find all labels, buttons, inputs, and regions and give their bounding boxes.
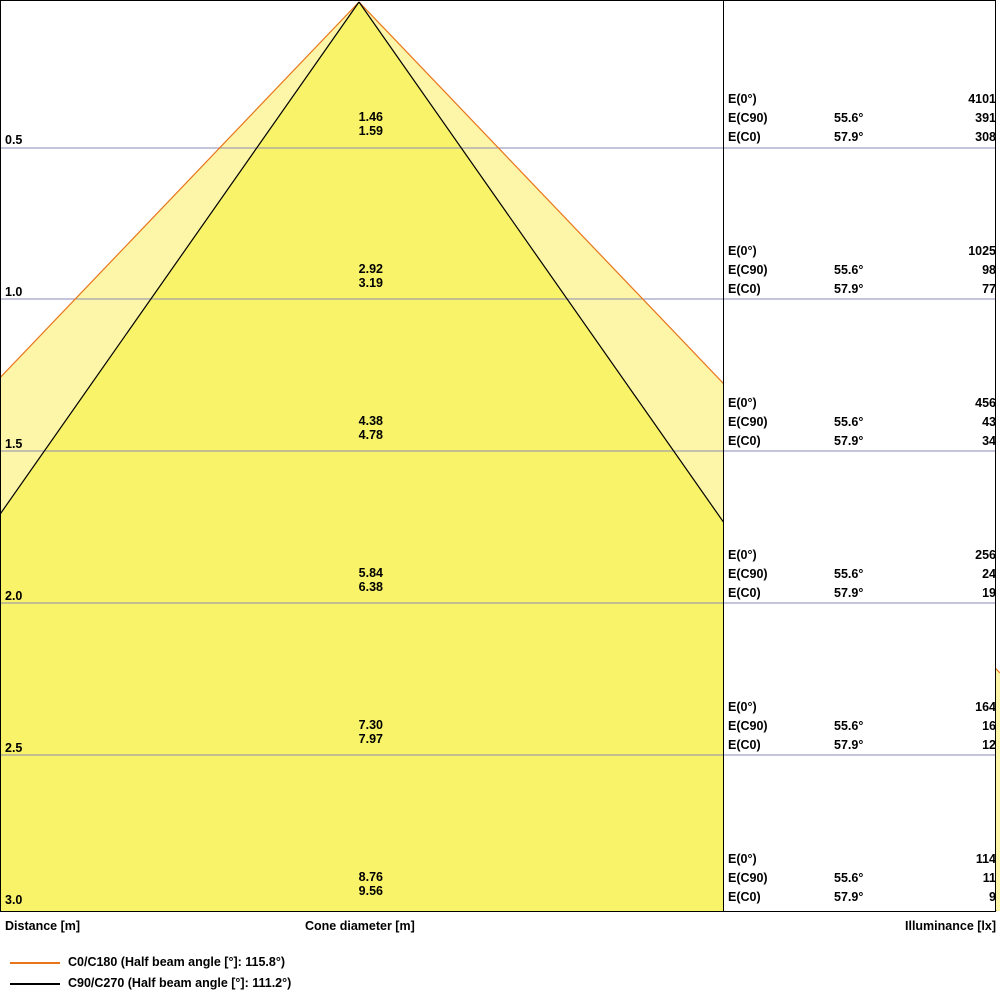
illuminance-key: E(C90): [728, 415, 768, 429]
distance-label-0: 0.5: [5, 133, 23, 147]
line-swatch-icon: [10, 983, 60, 985]
axis-caption-illuminance: Illuminance [lx]: [905, 919, 996, 933]
illuminance-block-1: [728, 242, 996, 299]
cone-diameter-group-0: [303, 110, 383, 138]
cone-diameter-c0-3: 6.38: [358, 580, 383, 594]
cone-diameter-c90-0: 1.46: [358, 110, 383, 124]
illuminance-angle: 57.9°: [834, 738, 864, 752]
cone-diameter-group-1: [303, 262, 383, 290]
axis-caption-cone-diameter: Cone diameter [m]: [305, 919, 415, 933]
illuminance-value: 9: [989, 890, 996, 904]
illuminance-key: E(0°): [728, 548, 757, 562]
illuminance-key: E(C0): [728, 434, 761, 448]
illuminance-key: E(C0): [728, 738, 761, 752]
cone-diameter-c90-2: 4.38: [358, 414, 383, 428]
illuminance-value: 77: [982, 282, 996, 296]
illuminance-row: [728, 280, 996, 299]
illuminance-row: [728, 565, 996, 584]
distance-label-4: 2.5: [5, 741, 23, 755]
illuminance-value: 1025: [968, 244, 996, 258]
cone-diameter-group-3: [303, 566, 383, 594]
illuminance-value: 256: [975, 548, 996, 562]
axis-caption-distance: Distance [m]: [5, 919, 81, 933]
cone-diameter-c0-1: 3.19: [358, 276, 383, 290]
illuminance-row: [728, 128, 996, 147]
illuminance-row: [728, 90, 996, 109]
legend-item-c0: [10, 952, 610, 973]
illuminance-angle: 55.6°: [834, 567, 864, 581]
illuminance-value: 114: [975, 852, 996, 866]
illuminance-value: 164: [975, 700, 996, 714]
illuminance-value: 19: [982, 586, 996, 600]
illuminance-row: [728, 413, 996, 432]
illuminance-value: 34: [982, 434, 996, 448]
illuminance-row: [728, 717, 996, 736]
illuminance-key: E(C0): [728, 586, 761, 600]
illuminance-value: 16: [982, 719, 996, 733]
illuminance-value: 456: [975, 396, 996, 410]
illuminance-value: 98: [982, 263, 996, 277]
distance-label-1: 1.0: [5, 285, 23, 299]
legend-label-c90: C90/C270 (Half beam angle [°]: 111.2°): [68, 976, 292, 990]
illuminance-row: [728, 546, 996, 565]
cone-diameter-c90-3: 5.84: [358, 566, 383, 580]
illuminance-angle: 55.6°: [834, 415, 864, 429]
legend-label-c0: C0/C180 (Half beam angle [°]: 115.8°): [68, 955, 286, 969]
illuminance-row: [728, 698, 996, 717]
illuminance-value: 4101: [968, 92, 996, 106]
cone-diameter-group-5: [303, 870, 383, 898]
cone-diameter-c0-2: 4.78: [358, 428, 383, 442]
illuminance-block-4: [728, 698, 996, 755]
illuminance-value: 308: [975, 130, 996, 144]
illuminance-key: E(C90): [728, 719, 768, 733]
cone-diameter-c0-0: 1.59: [358, 124, 383, 138]
illuminance-value: 12: [982, 738, 996, 752]
legend: [10, 952, 610, 994]
illuminance-row: [728, 869, 996, 888]
illuminance-row: [728, 736, 996, 755]
illuminance-block-3: [728, 546, 996, 603]
illuminance-angle: 55.6°: [834, 871, 864, 885]
cone-diameter-c90-4: 7.30: [358, 718, 383, 732]
cone-diameter-c90-1: 2.92: [358, 262, 383, 276]
cone-diameter-c0-4: 7.97: [358, 732, 383, 746]
illuminance-key: E(C0): [728, 282, 761, 296]
illuminance-row: [728, 584, 996, 603]
illuminance-angle: 57.9°: [834, 282, 864, 296]
illuminance-angle: 57.9°: [834, 890, 864, 904]
illuminance-row: [728, 850, 996, 869]
illuminance-key: E(C90): [728, 263, 768, 277]
cone-diameter-group-4: [303, 718, 383, 746]
illuminance-value: 24: [982, 567, 996, 581]
illuminance-angle: 57.9°: [834, 434, 864, 448]
illuminance-key: E(0°): [728, 92, 757, 106]
cone-diameter-c90-5: 8.76: [358, 870, 383, 884]
illuminance-key: E(C0): [728, 130, 761, 144]
illuminance-value: 11: [982, 871, 996, 885]
illuminance-row: [728, 888, 996, 907]
distance-label-5: 3.0: [5, 893, 23, 907]
illuminance-angle: 57.9°: [834, 586, 864, 600]
cone-diameter-c0-5: 9.56: [358, 884, 383, 898]
line-swatch-icon: [10, 962, 60, 964]
illuminance-row: [728, 394, 996, 413]
illuminance-key: E(C90): [728, 567, 768, 581]
illuminance-value: 391: [975, 111, 996, 125]
illuminance-angle: 57.9°: [834, 130, 864, 144]
illuminance-row: [728, 261, 996, 280]
illuminance-key: E(0°): [728, 852, 757, 866]
distance-label-2: 1.5: [5, 437, 23, 451]
illuminance-block-2: [728, 394, 996, 451]
illuminance-row: [728, 242, 996, 261]
illuminance-key: E(0°): [728, 700, 757, 714]
illuminance-row: [728, 432, 996, 451]
legend-item-c90: [10, 973, 610, 994]
illuminance-key: E(C90): [728, 111, 768, 125]
distance-label-3: 2.0: [5, 589, 23, 603]
illuminance-key: E(0°): [728, 396, 757, 410]
illuminance-key: E(0°): [728, 244, 757, 258]
illuminance-angle: 55.6°: [834, 263, 864, 277]
cone-diameter-group-2: [303, 414, 383, 442]
illuminance-angle: 55.6°: [834, 719, 864, 733]
illuminance-block-5: [728, 850, 996, 907]
illuminance-angle: 55.6°: [834, 111, 864, 125]
illuminance-key: E(C0): [728, 890, 761, 904]
illuminance-block-0: [728, 90, 996, 147]
illuminance-key: E(C90): [728, 871, 768, 885]
illuminance-value: 43: [982, 415, 996, 429]
illuminance-row: [728, 109, 996, 128]
